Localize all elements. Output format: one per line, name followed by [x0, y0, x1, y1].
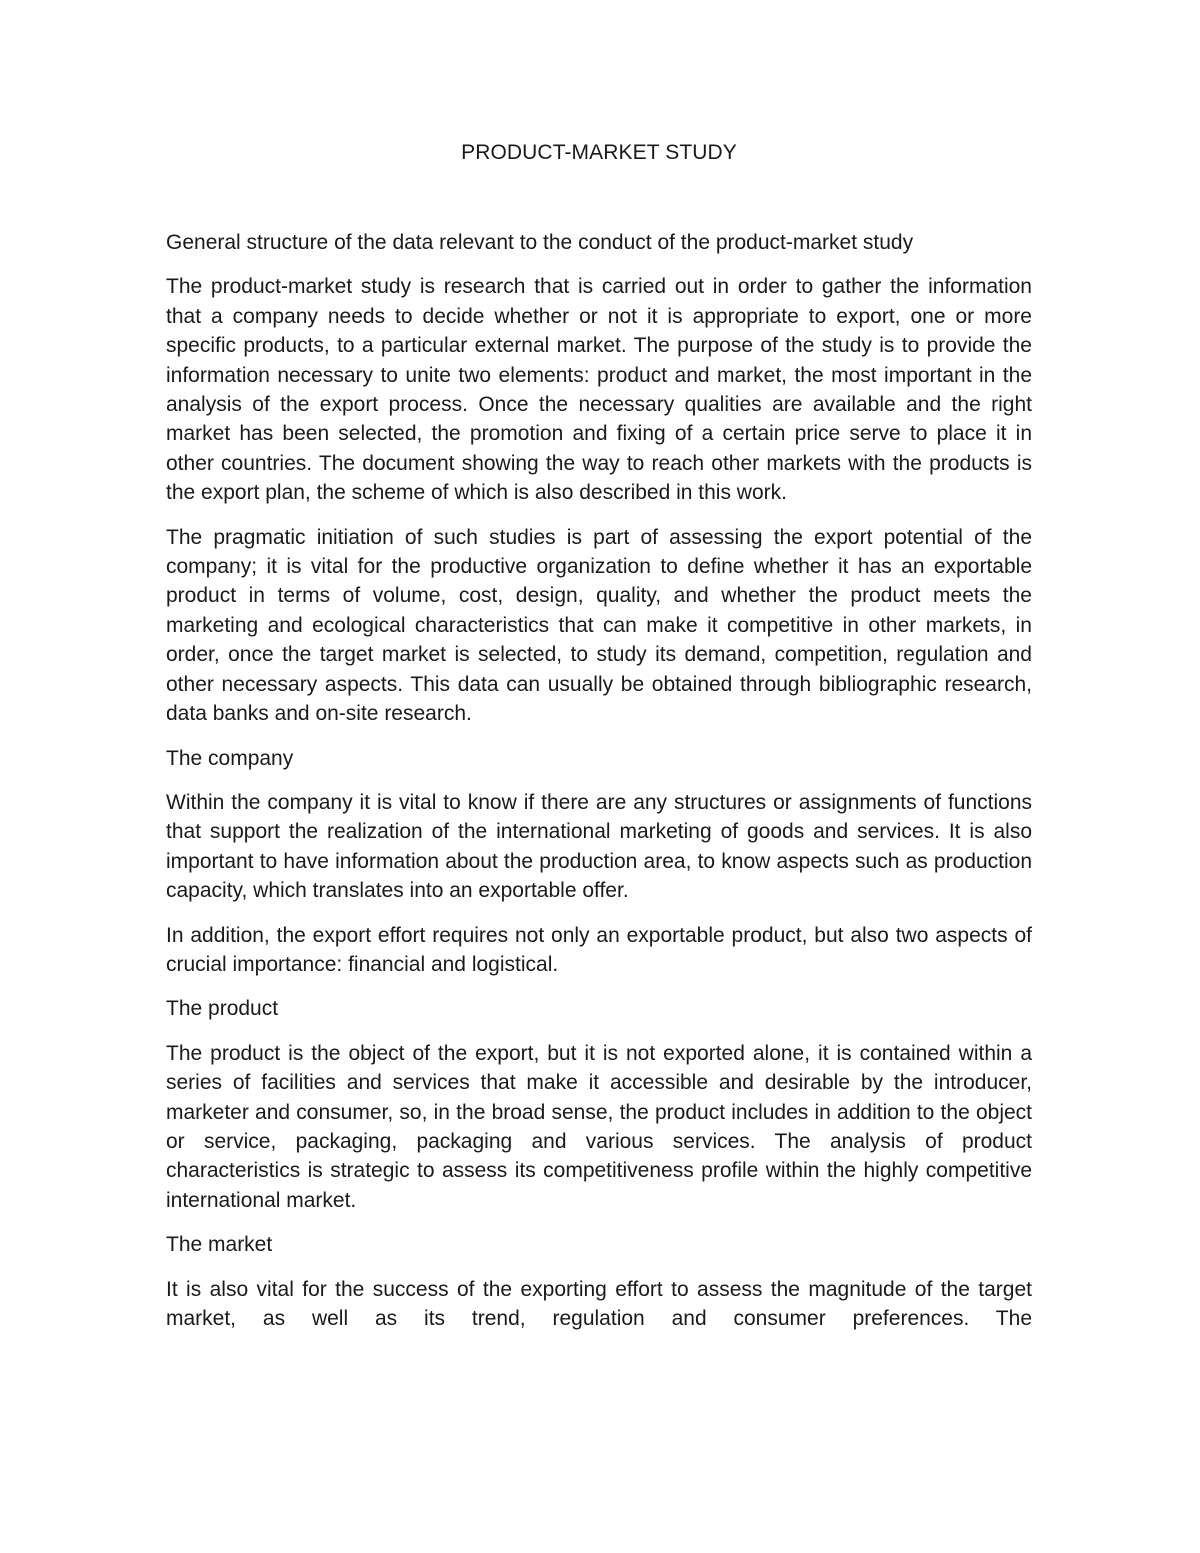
- company-paragraph-1: Within the company it is vital to know if there are any structures or assignments of functions that support the realization of the international marketing of goods and services. It is also important to have information about the production area, to know aspects such as production capacity, which translates into an exportable offer.: [166, 790, 1032, 903]
- section-heading-product: The product: [166, 997, 279, 1021]
- document-subtitle: General structure of the data relevant to the conduct of the product-market study: [166, 231, 914, 254]
- document-title: PRODUCT-MARKET STUDY: [461, 141, 737, 164]
- section-heading-market: The market: [166, 1233, 273, 1257]
- company-paragraph-2: In addition, the export effort requires not only an exportable product, but also two aspects of crucial importance: financial and logistical.: [166, 923, 1032, 976]
- document-body: [166, 138, 1032, 1348]
- product-paragraph-1: The product is the object of the export, but it is not exported alone, it is contained within a series of facilities and services that make it accessible and desirable by the introducer, marketer and consumer, so, in the broad sense, the product includes in addition to the object or service, packaging, packaging and various services. The analysis of product characteristics is strategic to assess its competitiveness profile within the highly competitive international market.: [166, 1041, 1032, 1212]
- section-heading-company: The company: [166, 746, 294, 770]
- intro-paragraph-1: The product-market study is research that is carried out in order to gather the information that a company needs to decide whether or not it is appropriate to export, one or more specific products, to a particular external market. The purpose of the study is to provide the information necessary to unite two elements: product and market, the most important in the analysis of the export process. Once the necessary qualities are available and the right market has been selected, the promotion and fixing of a certain price serve to place it in other countries. The document showing the way to reach other markets with the products is the export plan, the scheme of which is also described in this work.: [166, 275, 1032, 505]
- market-paragraph-1: It is also vital for the success of the exporting effort to assess the magnitude of the target market, as well as its trend, regulation and consumer preferences. The: [166, 1277, 1032, 1330]
- intro-paragraph-2: The pragmatic initiation of such studies is part of assessing the export potential of the company; it is vital for the productive organization to define whether it has an exportable product in terms of volume, cost, design, quality, and whether the product meets the marketing and ecological characteristics that can make it competitive in other markets, in order, once the target market is selected, to study its demand, competition, regulation and other necessary aspects. This data can usually be obtained through bibliographic research, data banks and on-site research.: [166, 525, 1032, 726]
